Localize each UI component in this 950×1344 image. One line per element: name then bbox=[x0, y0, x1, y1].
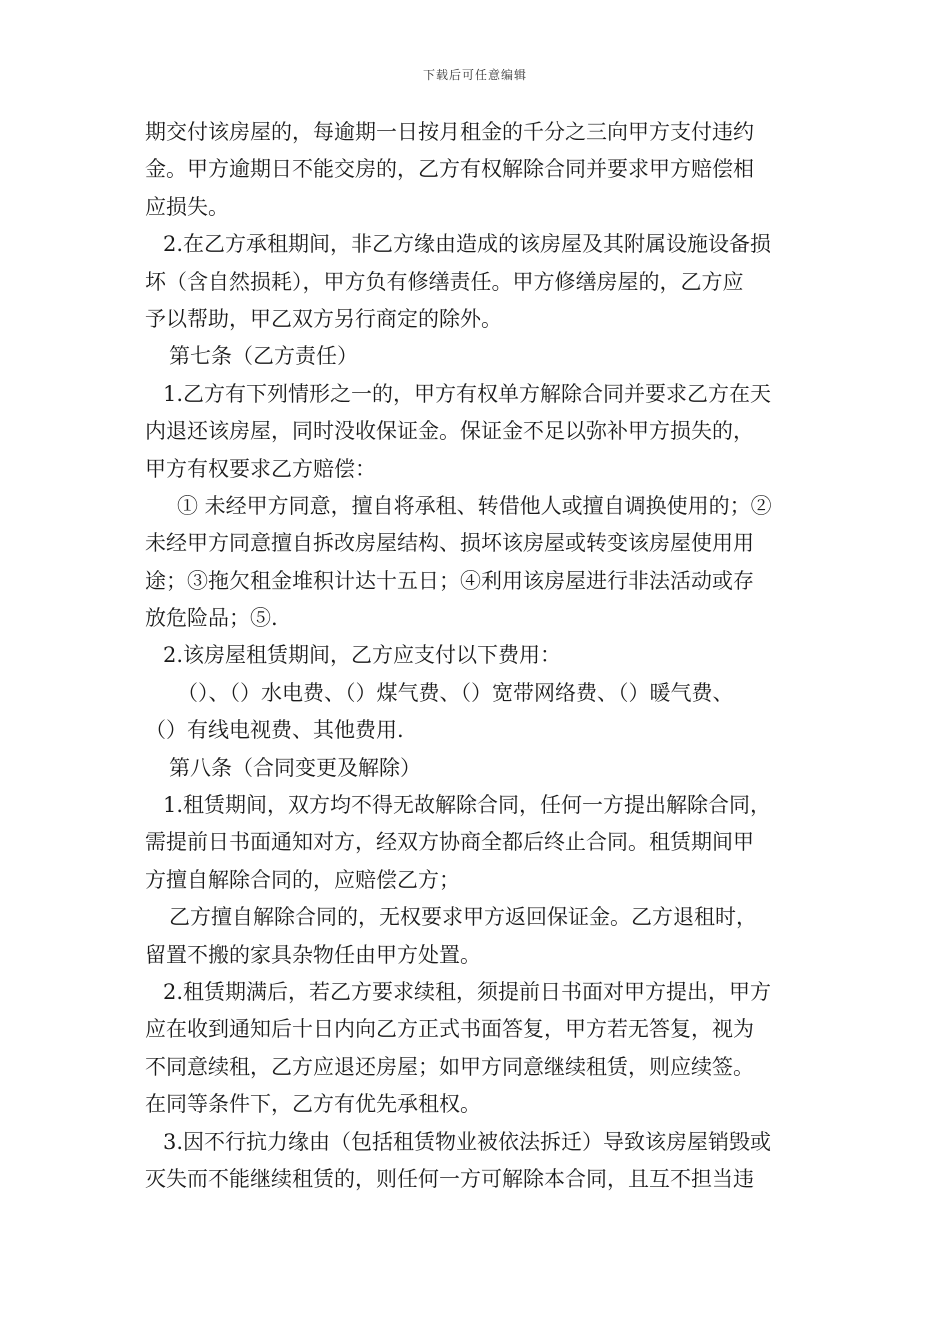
text-line: 2.租赁期满后，若乙方要求续租，须提前日书面对甲方提出，甲方 bbox=[163, 979, 772, 1004]
text-line: 坏（含自然损耗），甲方负有修缮责任。甲方修缮房屋的，乙方应 bbox=[145, 269, 744, 294]
text-line: 放危险品；⑤. bbox=[145, 606, 278, 631]
text-line: （）有线电视费、其他费用. bbox=[145, 718, 404, 743]
text-line: 金。甲方逾期日不能交房的，乙方有权解除合同并要求甲方赔偿相 bbox=[145, 157, 754, 182]
text-line: 乙方擅自解除合同的，无权要求甲方返回保证金。乙方退租时， bbox=[169, 905, 757, 930]
text-line: 第七条（乙方责任） bbox=[169, 344, 358, 369]
text-line: 未经甲方同意擅自拆改房屋结构、损坏该房屋或转变该房屋使用用 bbox=[145, 531, 754, 556]
text-line: 留置不搬的家具杂物任由甲方处置。 bbox=[145, 942, 481, 967]
text-line: 在同等条件下，乙方有优先承租权。 bbox=[145, 1092, 481, 1117]
text-line: 应损失。 bbox=[145, 194, 229, 219]
text-line: 期交付该房屋的，每逾期一日按月租金的千分之三向甲方支付违约 bbox=[145, 120, 754, 144]
text-line: 2.该房屋租赁期间，乙方应支付以下费用： bbox=[163, 643, 562, 668]
text-line: 甲方有权要求乙方赔偿： bbox=[145, 456, 376, 481]
text-line: 第八条（合同变更及解除） bbox=[169, 755, 421, 780]
text-line: 需提前日书面通知对方，经双方协商全都后终止合同。租赁期间甲 bbox=[145, 830, 754, 855]
document-body bbox=[145, 114, 825, 1198]
text-line: 方擅自解除合同的，应赔偿乙方； bbox=[145, 867, 460, 892]
text-line: 内退还该房屋，同时没收保证金。保证金不足以弥补甲方损失的， bbox=[145, 419, 754, 444]
text-line: 3.因不行抗力缘由（包括租赁物业被依法拆迁）导致该房屋销毁或 bbox=[163, 1129, 772, 1154]
text-line: 1.乙方有下列情形之一的，甲方有权单方解除合同并要求乙方在天 bbox=[163, 381, 772, 406]
text-line: 予以帮助，甲乙双方另行商定的除外。 bbox=[145, 306, 502, 331]
text-line: 不同意续租，乙方应退还房屋；如甲方同意继续租赁，则应续签。 bbox=[145, 1054, 754, 1079]
page-header: 下载后可任意编辑 bbox=[422, 68, 527, 82]
text-line: 应在收到通知后十日内向乙方正式书面答复，甲方若无答复，视为 bbox=[145, 1017, 754, 1042]
text-line: 2.在乙方承租期间，非乙方缘由造成的该房屋及其附属设施设备损 bbox=[163, 232, 772, 257]
text-line: ① 未经甲方同意，擅自将承租、转借他人或擅自调换使用的；② bbox=[177, 493, 772, 518]
text-line: 途；③拖欠租金堆积计达十五日；④利用该房屋进行非法活动或存 bbox=[145, 568, 754, 593]
text-line: 1.租赁期间，双方均不得无故解除合同，任何一方提出解除合同， bbox=[163, 793, 772, 818]
text-line: （）、（）水电费、（）煤气费、（）宽带网络费、（）暖气费、 bbox=[177, 680, 734, 705]
text-line: 灭失而不能继续租赁的，则任何一方可解除本合同，且互不担当违 bbox=[145, 1166, 754, 1191]
